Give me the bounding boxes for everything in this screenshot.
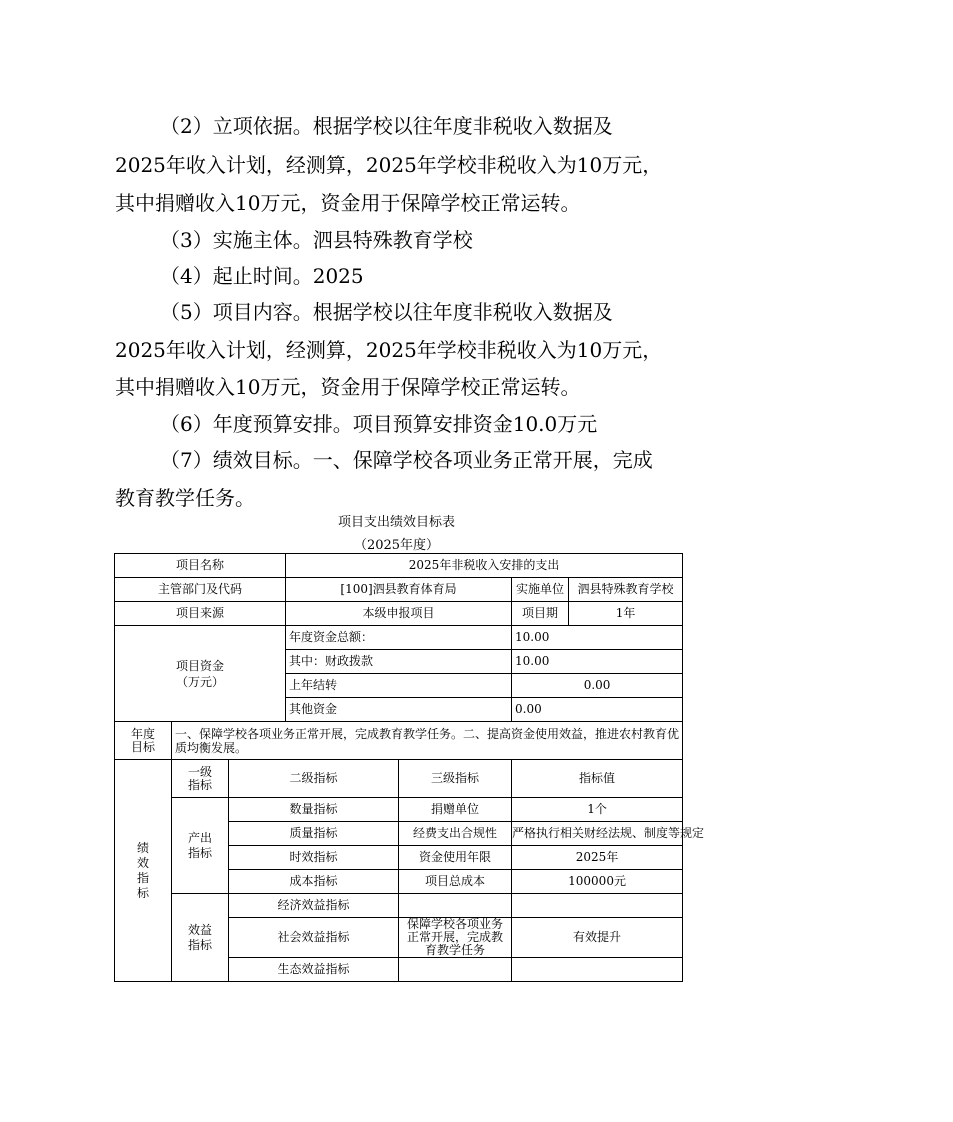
paragraph-line: （5）项目内容。根据学校以往年度非税收入数据及 xyxy=(160,300,613,324)
paragraph-line: （4）起止时间。2025 xyxy=(160,264,364,288)
perf-indicator-label-text: 绩效指标 xyxy=(136,840,149,900)
output-value: 2025年 xyxy=(512,846,683,870)
paragraph-line: （7）绩效目标。一、保障学校各项业务正常开展，完成 xyxy=(160,448,653,472)
header-level2: 二级指标 xyxy=(229,760,399,798)
funds-label: 项目资金 （万元） xyxy=(115,626,286,722)
output-l2: 时效指标 xyxy=(229,846,399,870)
paragraph-line: 2025年收入计划，经测算，2025年学校非税收入为10万元， xyxy=(115,153,663,177)
output-l3: 资金使用年限 xyxy=(399,846,512,870)
output-l3: 经费支出合规性 xyxy=(399,822,512,846)
perf-indicator-label xyxy=(115,760,172,982)
funds-carry-label: 上年结转 xyxy=(286,674,512,698)
project-name-value: 2025年非税收入安排的支出 xyxy=(286,554,683,578)
benefit-l3 xyxy=(399,958,512,982)
benefit-l2: 生态效益指标 xyxy=(229,958,399,982)
project-name-label: 项目名称 xyxy=(115,554,286,578)
benefit-l3 xyxy=(399,894,512,918)
benefit-value xyxy=(512,894,683,918)
output-indicator-label-text: 产出指标 xyxy=(187,830,212,860)
benefit-l3: 保障学校各项业务正常开展，完成教育教学任务 xyxy=(399,918,512,958)
funds-fiscal-value: 10.00 xyxy=(512,650,683,674)
dept-value: [100]泗县教育体育局 xyxy=(286,578,512,602)
paragraph-line: 2025年收入计划，经测算，2025年学校非税收入为10万元， xyxy=(115,338,663,362)
impl-label: 实施单位 xyxy=(512,578,569,602)
impl-value: 泗县特殊教育学校 xyxy=(569,578,683,602)
benefit-value xyxy=(512,958,683,982)
benefit-value: 有效提升 xyxy=(512,918,683,958)
annual-goal-label: 年度 目标 xyxy=(115,722,172,760)
benefit-indicator-label-text: 效益指标 xyxy=(187,922,212,952)
period-label: 项目期 xyxy=(512,602,569,626)
period-value: 1年 xyxy=(569,602,683,626)
output-indicator-label xyxy=(172,798,229,894)
funds-carry-value: 0.00 xyxy=(512,674,683,698)
table-year: （2025年度） xyxy=(353,538,440,553)
funds-other-value: 0.00 xyxy=(512,698,683,722)
dept-label: 主管部门及代码 xyxy=(115,578,286,602)
header-value: 指标值 xyxy=(512,760,683,798)
benefit-l2: 社会效益指标 xyxy=(229,918,399,958)
funds-total-label: 年度资金总额： xyxy=(286,626,512,650)
output-l2: 质量指标 xyxy=(229,822,399,846)
paragraph-line: （3）实施主体。泗县特殊教育学校 xyxy=(160,228,473,252)
output-l3: 项目总成本 xyxy=(399,870,512,894)
benefit-l2: 经济效益指标 xyxy=(229,894,399,918)
source-value: 本级申报项目 xyxy=(286,602,512,626)
output-value: 1个 xyxy=(512,798,683,822)
funds-other-label: 其他资金 xyxy=(286,698,512,722)
output-l2: 数量指标 xyxy=(229,798,399,822)
paragraph-line: （2）立项依据。根据学校以往年度非税收入数据及 xyxy=(160,114,613,138)
output-l3: 捐赠单位 xyxy=(399,798,512,822)
funds-total-value: 10.00 xyxy=(512,626,683,650)
output-value: 100000元 xyxy=(512,870,683,894)
table-title: 项目支出绩效目标表 xyxy=(337,515,455,530)
paragraph-line: 其中捐赠收入10万元，资金用于保障学校正常运转。 xyxy=(115,191,581,215)
paragraph-line: 教育教学任务。 xyxy=(115,486,255,510)
output-value: 严格执行相关财经法规、制度等规定 xyxy=(512,822,683,846)
funds-fiscal-label: 其中：财政拨款 xyxy=(286,650,512,674)
output-l2: 成本指标 xyxy=(229,870,399,894)
header-level3: 三级指标 xyxy=(399,760,512,798)
header-level1: 一级 指标 xyxy=(172,760,229,798)
paragraph-line: （6）年度预算安排。项目预算安排资金10.0万元 xyxy=(160,412,598,436)
paragraph-line: 其中捐赠收入10万元，资金用于保障学校正常运转。 xyxy=(115,375,581,399)
benefit-indicator-label xyxy=(172,894,229,982)
performance-target-table xyxy=(114,553,705,982)
source-label: 项目来源 xyxy=(115,602,286,626)
annual-goal-text: 一、保障学校各项业务正常开展，完成教育教学任务。二、提高资金使用效益，推进农村教育优质均衡发展。 xyxy=(172,722,683,760)
